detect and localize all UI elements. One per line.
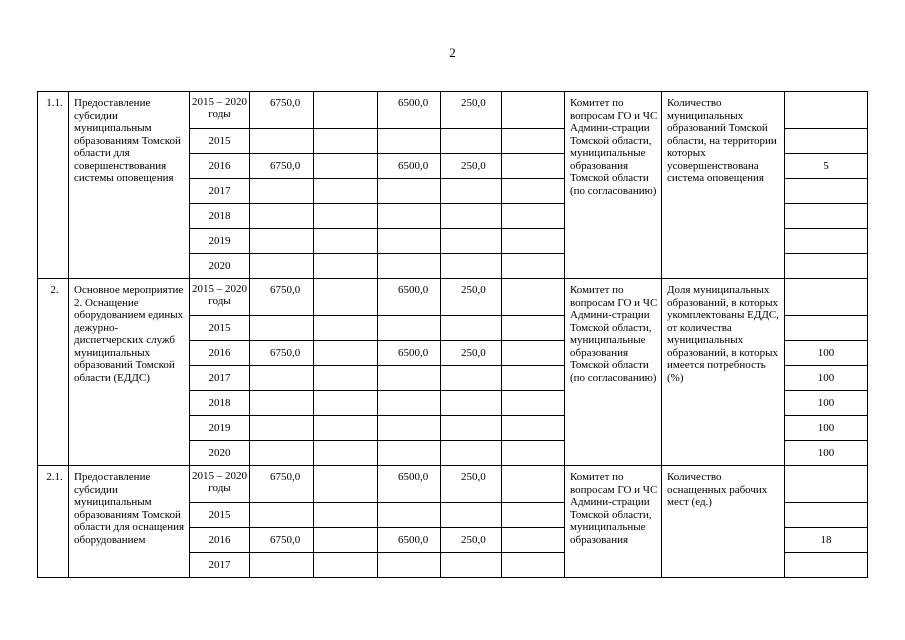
regional-funding <box>378 204 441 229</box>
other-funding <box>502 416 565 441</box>
regional-funding <box>378 416 441 441</box>
total-funding: 6750,0 <box>250 279 314 316</box>
activity-name: Предоставление субсидии муниципальным образованиям Томской области для оснащения оборудованием <box>69 466 190 578</box>
indicator-value: 100 <box>785 341 868 366</box>
other-funding <box>502 366 565 391</box>
regional-funding <box>378 553 441 578</box>
year-cell: 2018 <box>190 204 250 229</box>
other-funding <box>502 254 565 279</box>
indicator-value <box>785 279 868 316</box>
regional-funding: 6500,0 <box>378 341 441 366</box>
item-number: 2.1. <box>38 466 69 578</box>
other-funding <box>502 92 565 129</box>
total-funding <box>250 316 314 341</box>
year-cell: 2015 – 2020 годы <box>190 279 250 316</box>
item-number: 1.1. <box>38 92 69 279</box>
indicator-value: 5 <box>785 154 868 179</box>
year-cell: 2017 <box>190 366 250 391</box>
executor: Комитет по вопросам ГО и ЧС Админи-страции Томской области, муниципальные образования Томской области (по согласованию) <box>565 279 662 466</box>
regional-funding <box>378 229 441 254</box>
other-funding <box>502 528 565 553</box>
regional-funding <box>378 391 441 416</box>
total-funding <box>250 204 314 229</box>
year-cell: 2019 <box>190 229 250 254</box>
other-funding <box>502 341 565 366</box>
indicator-value <box>785 503 868 528</box>
activity-name: Основное мероприятие 2. Оснащение оборудованием единых дежурно-диспетчерских служб муниципальных образований Томской области (ЕДДС) <box>69 279 190 466</box>
other-funding <box>502 154 565 179</box>
other-funding <box>502 316 565 341</box>
item-number: 2. <box>38 279 69 466</box>
regional-funding <box>378 503 441 528</box>
indicator-value <box>785 466 868 503</box>
federal-funding <box>314 466 378 503</box>
federal-funding <box>314 503 378 528</box>
federal-funding <box>314 441 378 466</box>
total-funding <box>250 254 314 279</box>
year-cell: 2018 <box>190 391 250 416</box>
federal-funding <box>314 391 378 416</box>
total-funding <box>250 179 314 204</box>
total-funding <box>250 229 314 254</box>
federal-funding <box>314 129 378 154</box>
local-funding: 250,0 <box>441 154 502 179</box>
table-row <box>38 466 868 503</box>
indicator-name: Количество оснащенных рабочих мест (ед.) <box>662 466 785 578</box>
federal-funding <box>314 229 378 254</box>
federal-funding <box>314 254 378 279</box>
regional-funding <box>378 129 441 154</box>
other-funding <box>502 229 565 254</box>
total-funding: 6750,0 <box>250 466 314 503</box>
indicator-value <box>785 92 868 129</box>
total-funding: 6750,0 <box>250 154 314 179</box>
indicator-value: 18 <box>785 528 868 553</box>
indicator-value: 100 <box>785 416 868 441</box>
year-cell: 2015 <box>190 316 250 341</box>
other-funding <box>502 503 565 528</box>
year-cell: 2015 – 2020 годы <box>190 92 250 129</box>
local-funding: 250,0 <box>441 341 502 366</box>
local-funding <box>441 204 502 229</box>
total-funding <box>250 553 314 578</box>
local-funding <box>441 416 502 441</box>
regional-funding: 6500,0 <box>378 92 441 129</box>
indicator-name: Количество муниципальных образований Томской области, на территории которых усовершенствована система оповещения <box>662 92 785 279</box>
total-funding <box>250 366 314 391</box>
indicator-value <box>785 316 868 341</box>
indicator-value: 100 <box>785 441 868 466</box>
other-funding <box>502 391 565 416</box>
indicator-value <box>785 553 868 578</box>
total-funding <box>250 503 314 528</box>
regional-funding <box>378 366 441 391</box>
total-funding: 6750,0 <box>250 341 314 366</box>
page-number: 2 <box>449 45 456 60</box>
local-funding <box>441 441 502 466</box>
year-cell: 2020 <box>190 254 250 279</box>
total-funding <box>250 441 314 466</box>
regional-funding <box>378 316 441 341</box>
regional-funding: 6500,0 <box>378 528 441 553</box>
federal-funding <box>314 528 378 553</box>
regional-funding: 6500,0 <box>378 279 441 316</box>
federal-funding <box>314 92 378 129</box>
indicator-value <box>785 179 868 204</box>
activity-name: Предоставление субсидии муниципальным образованиям Томской области для совершенствования системы оповещения <box>69 92 190 279</box>
federal-funding <box>314 553 378 578</box>
other-funding <box>502 441 565 466</box>
other-funding <box>502 204 565 229</box>
total-funding <box>250 391 314 416</box>
year-cell: 2015 <box>190 503 250 528</box>
federal-funding <box>314 366 378 391</box>
local-funding: 250,0 <box>441 279 502 316</box>
indicator-name: Доля муниципальных образований, в которых укомплектованы ЕДДС, от количества муниципальных образований, в которых имеется потребность (%) <box>662 279 785 466</box>
year-cell: 2015 <box>190 129 250 154</box>
indicator-value <box>785 129 868 154</box>
local-funding: 250,0 <box>441 92 502 129</box>
federal-funding <box>314 154 378 179</box>
local-funding <box>441 129 502 154</box>
indicator-value <box>785 229 868 254</box>
local-funding <box>441 179 502 204</box>
other-funding <box>502 129 565 154</box>
executor: Комитет по вопросам ГО и ЧС Админи-страции Томской области, муниципальные образования Томской области (по согласованию) <box>565 92 662 279</box>
other-funding <box>502 179 565 204</box>
executor: Комитет по вопросам ГО и ЧС Админи-страции Томской области, муниципальные образования <box>565 466 662 578</box>
total-funding: 6750,0 <box>250 528 314 553</box>
year-cell: 2020 <box>190 441 250 466</box>
year-cell: 2016 <box>190 341 250 366</box>
other-funding <box>502 466 565 503</box>
indicator-value: 100 <box>785 366 868 391</box>
indicator-value <box>785 204 868 229</box>
indicator-value <box>785 254 868 279</box>
total-funding: 6750,0 <box>250 92 314 129</box>
other-funding <box>502 553 565 578</box>
federal-funding <box>314 179 378 204</box>
year-cell: 2019 <box>190 416 250 441</box>
local-funding: 250,0 <box>441 528 502 553</box>
local-funding: 250,0 <box>441 466 502 503</box>
local-funding <box>441 553 502 578</box>
year-cell: 2016 <box>190 154 250 179</box>
regional-funding <box>378 254 441 279</box>
regional-funding <box>378 441 441 466</box>
local-funding <box>441 391 502 416</box>
federal-funding <box>314 279 378 316</box>
regional-funding <box>378 179 441 204</box>
other-funding <box>502 279 565 316</box>
table-body <box>38 92 868 578</box>
program-table <box>37 91 868 578</box>
federal-funding <box>314 204 378 229</box>
federal-funding <box>314 416 378 441</box>
federal-funding <box>314 316 378 341</box>
local-funding <box>441 254 502 279</box>
local-funding <box>441 503 502 528</box>
federal-funding <box>314 341 378 366</box>
local-funding <box>441 316 502 341</box>
year-cell: 2015 – 2020 годы <box>190 466 250 503</box>
total-funding <box>250 129 314 154</box>
indicator-value: 100 <box>785 391 868 416</box>
table-row <box>38 279 868 316</box>
year-cell: 2017 <box>190 553 250 578</box>
local-funding <box>441 366 502 391</box>
regional-funding: 6500,0 <box>378 154 441 179</box>
year-cell: 2016 <box>190 528 250 553</box>
year-cell: 2017 <box>190 179 250 204</box>
regional-funding: 6500,0 <box>378 466 441 503</box>
total-funding <box>250 416 314 441</box>
table-row <box>38 92 868 129</box>
local-funding <box>441 229 502 254</box>
